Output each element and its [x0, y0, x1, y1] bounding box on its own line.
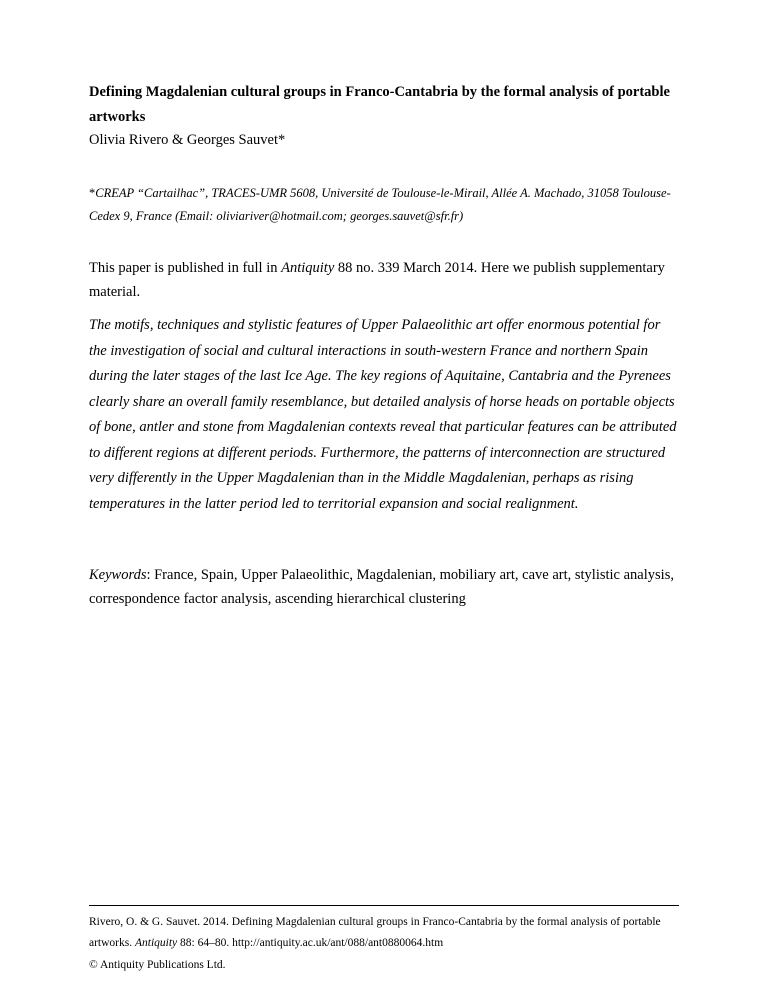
- citation-journal: Antiquity: [135, 937, 178, 949]
- keywords-text: : France, Spain, Upper Palaeolithic, Magdalenian, mobiliary art, cave art, stylistic analysis, correspondence factor analysis, ascending hierarchical clustering: [89, 567, 674, 607]
- affiliation-text: CREAP “Cartailhac”, TRACES-UMR 5608, Université de Toulouse-le-Mirail, Allée A. Machado, 31058 Toulouse-Cedex 9, France (Email: oliviariver@hotmail.com; georges.sauvet@sfr.fr): [89, 186, 671, 223]
- publication-note-journal: Antiquity: [281, 260, 335, 276]
- citation-before: Rivero, O. & G. Sauvet. 2014. Defining Magdalenian cultural groups in Franco-Cantabria by the formal analysis of portable artworks.: [89, 916, 661, 949]
- author-affiliation: [89, 182, 679, 228]
- paper-title: Defining Magdalenian cultural groups in Franco-Cantabria by the formal analysis of portable artworks: [89, 84, 670, 125]
- abstract: The motifs, techniques and stylistic features of Upper Palaeolithic art offer enormous potential for the investigation of social and cultural interactions in south-western France and northern Spain during the later stages of the last Ice Age. The key regions of Aquitaine, Cantabria and the Pyrenees clearly share an overall family resemblance, but detailed analysis of horse heads on portable objects of bone, antler and stone from Magdalenian contexts reveal that particular features can be attributed to different regions at different periods. Furthermore, the patterns of interconnection are structured very differently in the Upper Magdalenian than in the Middle Magdalenian, perhaps as rising temperatures in the latter period led to territorial expansion and social realignment.: [89, 317, 677, 512]
- publication-note-after: 88 no. 339 March 2014. Here we publish supplementary material.: [89, 260, 665, 300]
- keywords-label: Keywords: [89, 567, 147, 583]
- keywords: [89, 563, 679, 611]
- publication-note-before: This paper is published in full in: [89, 260, 282, 276]
- citation-after: 88: 64–80. http://antiquity.ac.uk/ant/088/ant0880064.htm: [177, 937, 444, 949]
- paper-authors: Olivia Rivero & Georges Sauvet*: [89, 132, 286, 148]
- footer-citation: [89, 912, 689, 954]
- copyright-notice: © Antiquity Publications Ltd.: [89, 959, 226, 971]
- publication-note: [89, 256, 679, 304]
- footer-divider: [89, 905, 679, 906]
- affiliation-marker: *: [89, 186, 96, 200]
